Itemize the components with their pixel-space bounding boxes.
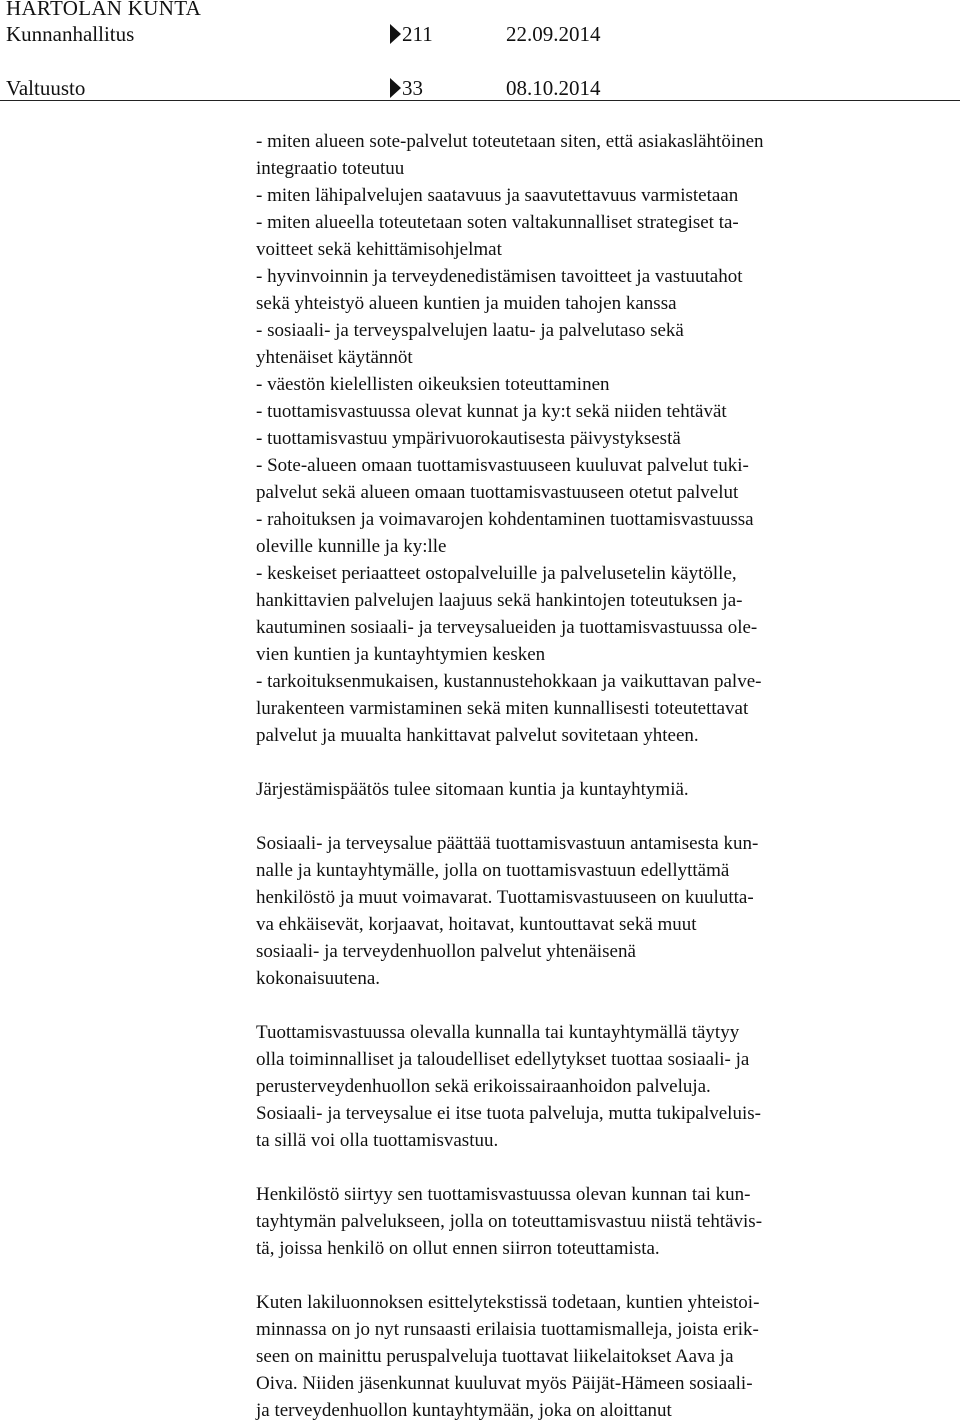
pointer-icon [390, 78, 401, 98]
text-line: sekä yhteistyö alueen kuntien ja muiden tahojen kanssa [256, 293, 677, 314]
text-line: va ehkäisevät, korjaavat, hoitavat, kuntouttavat sekä muut [256, 914, 697, 935]
text-line: ta sillä voi olla tuottamisvastuu. [256, 1130, 499, 1151]
text-line: - keskeiset periaatteet ostopalveluille ja palvelusetelin käytölle, [256, 563, 737, 584]
text-line: perusterveydenhuollon sekä erikoissairaanhoidon palveluja. [256, 1076, 711, 1097]
pointer-icon [390, 24, 401, 44]
paragraph-gap [256, 1262, 896, 1289]
text-line: Tuottamisvastuussa olevalla kunnalla tai kuntayhtymällä täytyy [256, 1022, 740, 1043]
document-body [256, 128, 896, 1424]
text-line: lurakenteen varmistaminen sekä miten kunnallisesti toteutettavat [256, 698, 749, 719]
text-line: - miten lähipalvelujen saatavuus ja saavutettavuus varmistetaan [256, 185, 739, 206]
text-line: kokonaisuutena. [256, 968, 381, 989]
meta-body: Valtuusto [6, 76, 86, 100]
text-line: henkilöstö ja muut voimavarat. Tuottamisvastuuseen on kuulutta- [256, 887, 754, 908]
meta-date: 08.10.2014 [506, 76, 601, 100]
text-line: - rahoituksen ja voimavarojen kohdentaminen tuottamisvastuussa [256, 509, 754, 530]
meta-section-number: 211 [402, 22, 433, 46]
text-line: Kuten lakiluonnoksen esittelytekstissä todetaan, kuntien yhteistoi- [256, 1292, 760, 1313]
text-line: minnassa on jo nyt runsaasti erilaisia tuottamismalleja, joista erik- [256, 1319, 759, 1340]
header-divider [0, 100, 960, 101]
text-line: Oiva. Niiden jäsenkunnat kuuluvat myös Päijät-Hämeen sosiaali- [256, 1373, 753, 1394]
text-line: - miten alueella toteutetaan soten valtakunnalliset strategiset ta- [256, 212, 739, 233]
paragraph-gap [256, 803, 896, 830]
text-line: seen on mainittu peruspalveluja tuottavat liikelaitokset Aava ja [256, 1346, 734, 1367]
text-line: - tuottamisvastuu ympärivuorokautisesta päivystyksestä [256, 428, 681, 449]
meta-section-number: 33 [402, 76, 423, 100]
text-line: nalle ja kuntayhtymälle, jolla on tuottamisvastuun edellyttämä [256, 860, 730, 881]
text-line: - väestön kielellisten oikeuksien toteuttaminen [256, 374, 610, 395]
text-line: oleville kunnille ja ky:lle [256, 536, 447, 557]
text-line: yhtenäiset käytännöt [256, 347, 413, 368]
text-line: Sosiaali- ja terveysalue päättää tuottamisvastuun antamisesta kun- [256, 833, 759, 854]
text-line: vien kuntien ja kuntayhtymien kesken [256, 644, 546, 665]
text-line: integraatio toteutuu [256, 158, 405, 179]
text-line: Järjestämispäätös tulee sitomaan kuntia ja kuntayhtymiä. [256, 779, 689, 800]
text-line: - miten alueen sote-palvelut toteutetaan siten, että asiakaslähtöinen [256, 131, 764, 152]
text-line: palvelut ja muualta hankittavat palvelut sovitetaan yhteen. [256, 725, 699, 746]
text-line: - sosiaali- ja terveyspalvelujen laatu- ja palvelutaso sekä [256, 320, 684, 341]
meta-date: 22.09.2014 [506, 22, 601, 46]
paragraph-gap [256, 749, 896, 776]
text-line: tä, joissa henkilö on ollut ennen siirron toteuttamista. [256, 1238, 660, 1259]
text-line: - tarkoituksenmukaisen, kustannustehokkaan ja vaikuttavan palve- [256, 671, 762, 692]
paragraph-gap [256, 1154, 896, 1181]
text-line: olla toiminnalliset ja taloudelliset edellytykset tuottaa sosiaali- ja [256, 1049, 750, 1070]
meta-body: Kunnanhallitus [6, 22, 135, 46]
text-line: sosiaali- ja terveydenhuollon palvelut yhtenäisenä [256, 941, 636, 962]
text-line: voitteet sekä kehittämisohjelmat [256, 239, 502, 260]
paragraph-gap [256, 992, 896, 1019]
text-line: Henkilöstö siirtyy sen tuottamisvastuussa olevan kunnan tai kun- [256, 1184, 751, 1205]
text-line: - Sote-alueen omaan tuottamisvastuuseen kuuluvat palvelut tuki- [256, 455, 749, 476]
organization-name: HARTOLAN KUNTA [6, 0, 202, 20]
text-line: Sosiaali- ja terveysalue ei itse tuota palveluja, mutta tukipalveluis- [256, 1103, 761, 1124]
text-line: - hyvinvoinnin ja terveydenedistämisen tavoitteet ja vastuutahot [256, 266, 743, 287]
text-line: - tuottamisvastuussa olevat kunnat ja ky:t sekä niiden tehtävät [256, 401, 727, 422]
text-line: tayhtymän palvelukseen, jolla on toteuttamisvastuu niistä tehtävis- [256, 1211, 763, 1232]
text-line: hankittavien palvelujen laajuus sekä hankintojen toteutuksen ja- [256, 590, 743, 611]
text-line: ja terveydenhuollon kuntayhtymään, joka on aloittanut [256, 1400, 672, 1421]
text-line: palvelut sekä alueen omaan tuottamisvastuuseen otetut palvelut [256, 482, 739, 503]
text-line: kautuminen sosiaali- ja terveysalueiden ja tuottamisvastuussa ole- [256, 617, 758, 638]
